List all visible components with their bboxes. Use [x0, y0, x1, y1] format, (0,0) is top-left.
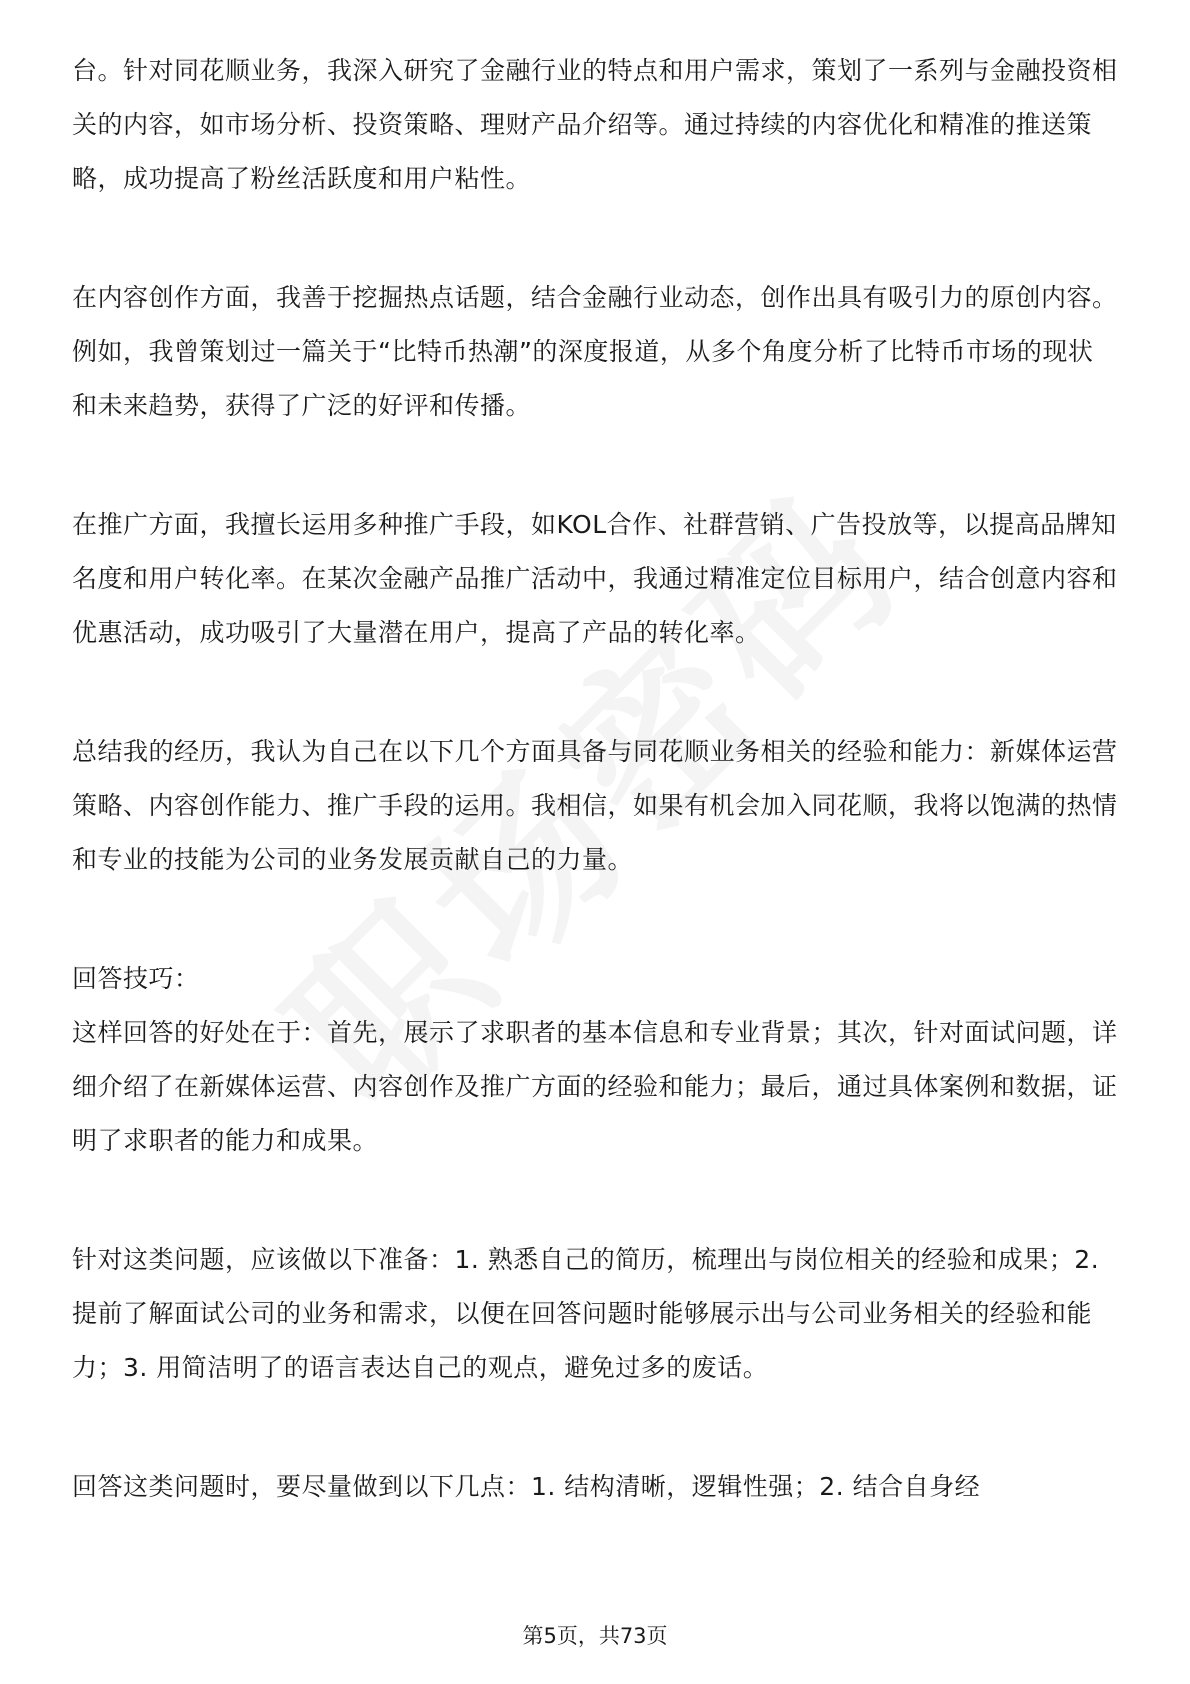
section-heading: 回答技巧：	[72, 964, 200, 993]
document-body	[72, 44, 1118, 1514]
paragraph: 总结我的经历，我认为自己在以下几个方面具备与同花顺业务相关的经验和能力：新媒体运营策略、内容创作能力、推广手段的运用。我相信，如果有机会加入同花顺，我将以饱满的热情和专业的技能为公司的业务发展贡献自己的力量。	[72, 737, 1118, 874]
paragraph: 在推广方面，我擅长运用多种推广手段，如KOL合作、社群营销、广告投放等，以提高品牌知名度和用户转化率。在某次金融产品推广活动中，我通过精准定位目标用户，结合创意内容和优惠活动，成功吸引了大量潜在用户，提高了产品的转化率。	[72, 510, 1118, 647]
page-number: 第5页，共73页	[522, 1624, 668, 1648]
paragraph: 针对这类问题，应该做以下准备：1. 熟悉自己的简历，梳理出与岗位相关的经验和成果；2. 提前了解面试公司的业务和需求，以便在回答问题时能够展示出与公司业务相关的经验和能力；3. 用简洁明了的语言表达自己的观点，避免过多的废话。	[72, 1245, 1100, 1382]
paragraph: 回答这类问题时，要尽量做到以下几点：1. 结构清晰，逻辑性强；2. 结合自身经	[72, 1472, 981, 1501]
paragraph: 台。针对同花顺业务，我深入研究了金融行业的特点和用户需求，策划了一系列与金融投资相关的内容，如市场分析、投资策略、理财产品介绍等。通过持续的内容优化和精准的推送策略，成功提高了粉丝活跃度和用户粘性。	[72, 56, 1118, 193]
paragraph: 这样回答的好处在于：首先，展示了求职者的基本信息和专业背景；其次，针对面试问题，详细介绍了在新媒体运营、内容创作及推广方面的经验和能力；最后，通过具体案例和数据，证明了求职者的能力和成果。	[72, 1018, 1118, 1155]
paragraph: 在内容创作方面，我善于挖掘热点话题，结合金融行业动态，创作出具有吸引力的原创内容。例如，我曾策划过一篇关于“比特币热潮”的深度报道，从多个角度分析了比特币市场的现状和未来趋势，获得了广泛的好评和传播。	[72, 283, 1118, 420]
